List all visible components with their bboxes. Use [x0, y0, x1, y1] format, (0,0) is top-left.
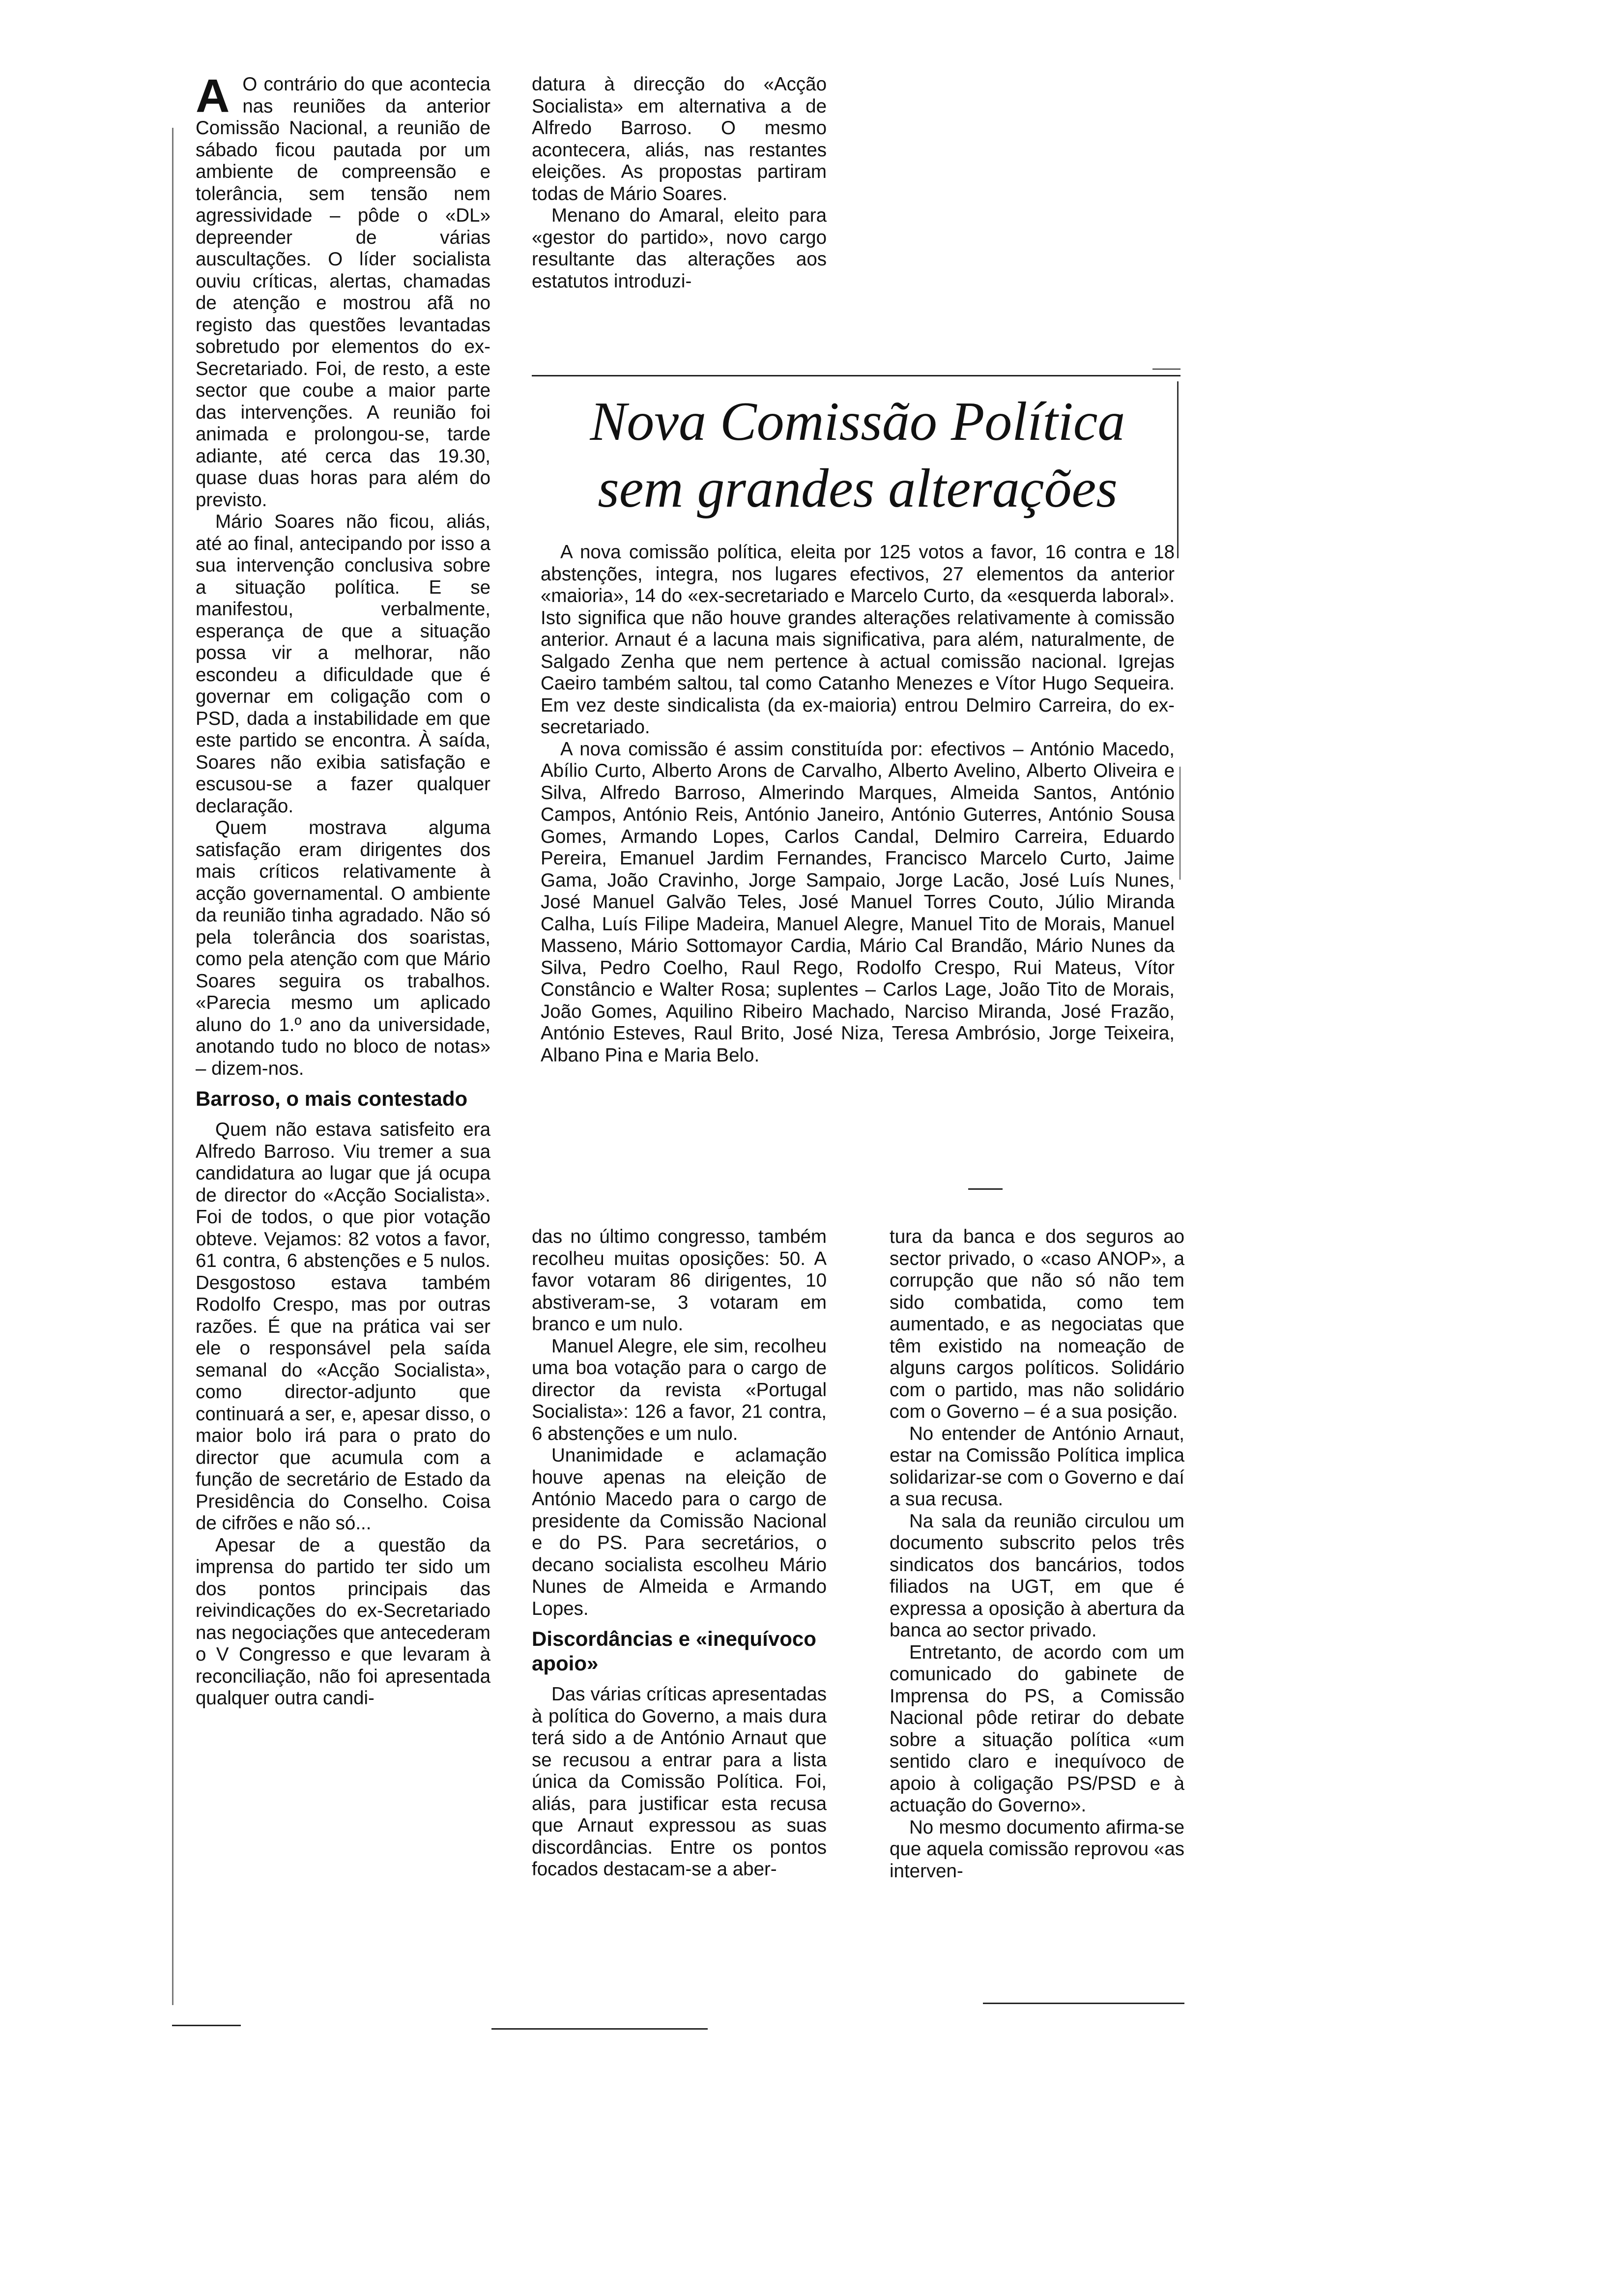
sidebar-box [541, 388, 1175, 1066]
paragraph: No entender de António Arnaut, estar na Comissão Política implica solidarizar-se com o Governo e daí a sua recusa. [890, 1423, 1184, 1510]
bottom-rule [983, 2003, 1184, 2004]
box-top-rule [532, 375, 1180, 376]
article-column-1 [196, 70, 490, 1710]
paragraph: tura da banca e dos seguros ao sector privado, o «caso ANOP», a corrupção que não só não tem sido combatida, como tem aumentado, e as negociatas que têm existido na nomeação de alguns cargos políticos. Solidário com o partido, mas não solidário com o Governo – é a sua posição. [890, 1226, 1184, 1422]
subheading-discordancias: Discordâncias e «inequívoco apoio» [532, 1627, 816, 1675]
paragraph: Mário Soares não ficou, aliás, até ao final, antecipando por isso a sua intervenção conclusiva sobre a situação política. E se manifestou, verbalmente, esperança de que a situação possa vir a melhorar, não escondeu a dificuldade que é governar em coligação com o PSD, dada a instabilidade em que este partido se encontra. À saída, Soares não exibia satisfação e escusou-se a fazer qualquer declaração. [196, 511, 490, 817]
box-paragraph: A nova comissão política, eleita por 125 votos a favor, 16 contra e 18 abstenções, integra, nos lugares efectivos, 27 elementos da anterior «maioria», 14 do «ex-secretariado e Marcelo Curto, da «esquerda laboral». Isto significa que não houve grandes alterações relativamente à comissão anterior. Arnaut é a lacuna mais significativa, para além, naturalmente, de Salgado Zenha que nem pertence à actual comissão nacional. Igrejas Caeiro também saltou, tal como Catanho Menezes e Vítor Hugo Sequeira. Em vez deste sindicalista (da ex-maioria) entrou Delmiro Carreira, do ex-secretariado. [541, 542, 1175, 738]
subheading-barroso: Barroso, o mais contestado [196, 1087, 468, 1110]
headline-line-2: sem grandes alterações [598, 458, 1118, 519]
paragraph: Na sala da reunião circulou um documento subscrito pelos três sindicatos dos bancários, todos filiados na UGT, em que é expressa a oposição à abertura da banca ao sector privado. [890, 1510, 1184, 1641]
paragraph: Manuel Alegre, ele sim, recolheu uma boa votação para o cargo de director da revista «Portugal Socialista»: 126 a favor, 21 contra, 6 abstenções e um nulo. [532, 1335, 827, 1444]
bottom-rule [491, 2028, 708, 2030]
paragraph: Quem não estava satisfeito era Alfredo Barroso. Viu tremer a sua candidatura ao lugar que já ocupa de director do «Acção Socialista». Foi de todos, o que pior votação obteve. Vejamos: 82 votos a favor, 61 contra, 6 abstenções e 5 nulos. Desgostoso estava também Rodolfo Crespo, mas por outras razões. É que na prática vai ser ele o responsável pela saída semanal do «Acção Socialista», como director-adjunto que continuará a ser, e, apesar disso, o maior bolo irá para o prato do director que acumula com a função de secretário de Estado da Presidência do Conselho. Coisa de cifrões e não só... [196, 1119, 490, 1534]
box-right-rule [1177, 381, 1179, 558]
lead-text: O contrário do que acontecia nas reuniões da anterior Comissão Nacional, a reunião de sábado ficou pautada por um ambiente de compreensão e tolerância, sem tensão nem agressividade – pôde o «DL» depreender de várias auscultações. O líder socialista ouviu críticas, alertas, chamadas de atenção e mostrou afã no registo das questões levantadas sobretudo por elementos do ex-Secretariado. Foi, de resto, a este sector que coube a maior parte das intervenções. A reunião foi animada e prolongou-se, tarde adiante, até cerca das 19.30, quase duas horas para além do previsto. [196, 74, 490, 511]
paragraph: Entretanto, de acordo com um comunicado do gabinete de Imprensa do PS, a Comissão Nacional pôde retirar do debate sobre a situação política «um sentido claro e inequívoco de apoio à coligação PS/PSD e à actuação do Governo». [890, 1641, 1184, 1816]
box-top-rule-end [1152, 369, 1180, 370]
paragraph: datura à direcção do «Acção Socialista» em alternativa a de Alfredo Barroso. O mesmo acontecera, aliás, nas restantes eleições. As propostas partiram todas de Mário Soares. [532, 74, 827, 204]
headline-line-1: Nova Comissão Política [590, 391, 1125, 452]
column-rule-left [172, 128, 173, 2005]
paragraph: Das várias críticas apresentadas à política do Governo, a mais dura terá sido a de António Arnaut que se recusou a entrar para a lista única da Comissão Política. Foi, aliás, para justificar esta recusa que Arnaut expressou as suas discordâncias. Entre os pontos focados destacam-se a aber- [532, 1684, 827, 1880]
box-body [541, 542, 1175, 1066]
drop-cap: A [196, 70, 230, 122]
paragraph: Unanimidade e aclamação houve apenas na eleição de António Macedo para o cargo de presidente da Comissão Nacional e do PS. Para secretários, o decano socialista escolheu Mário Nunes de Almeida e Armando Lopes. [532, 1445, 827, 1619]
article-column-4 [890, 1226, 1184, 1882]
paragraph: Apesar de a questão da imprensa do partido ter sido um dos pontos principais das reivindicações do ex-Secretariado nas negociações que antecederam o V Congresso e que levaram à reconciliação, não foi apresentada qualquer outra candi- [196, 1534, 490, 1709]
bottom-rule [172, 2025, 241, 2026]
paragraph: das no último congresso, também recolheu muitas oposições: 50. A favor votaram 86 dirigentes, 10 abstiveram-se, 3 votaram em branco e um nulo. [532, 1226, 827, 1335]
lead-paragraph [196, 70, 490, 511]
box-paragraph: A nova comissão é assim constituída por: efectivos – António Macedo, Abílio Curto, Alberto Arons de Carvalho, Alberto Avelino, Alberto Oliveira e Silva, Alfredo Barroso, Almerindo Marques, Almeida Santos, António Campos, António Reis, António Janeiro, António Guterres, António Sousa Gomes, Armando Lopes, Carlos Candal, Delmiro Carreira, Eduardo Pereira, Emanuel Jardim Fernandes, Francisco Marcelo Curto, Jaime Gama, João Cravinho, Jorge Sampaio, Jorge Lacão, José Luís Nunes, José Manuel Galvão Teles, José Manuel Torres Couto, Júlio Miranda Calha, Luís Filipe Madeira, Manuel Alegre, Manuel Tito de Morais, Manuel Masseno, Mário Sottomayor Cardia, Mário Cal Brandão, Mário Nunes da Silva, Pedro Coelho, Raul Rego, Rodolfo Crespo, Rui Mateus, Vítor Constâncio e Walter Rosa; suplentes – Carlos Lage, João Tito de Morais, João Gomes, Aquilino Ribeiro Machado, Narciso Miranda, José Frazão, António Esteves, Raul Brito, José Niza, Teresa Ambrósio, Jorge Teixeira, Albano Pina e Maria Belo. [541, 738, 1175, 1066]
article-column-2 [532, 74, 827, 292]
box-headline [541, 388, 1175, 522]
box-bottom-rule [968, 1188, 1003, 1190]
article-column-3 [532, 1226, 827, 1881]
paragraph: No mesmo documento afirma-se que aquela comissão reprovou «as interven- [890, 1816, 1184, 1882]
paragraph: Quem mostrava alguma satisfação eram dirigentes dos mais críticos relativamente à acção governamental. O ambiente da reunião tinha agradado. Não só pela tolerância dos soaristas, como pela atenção com que Mário Soares seguira os trabalhos. «Parecia mesmo um aplicado aluno do 1.º ano da universidade, anotando tudo no bloco de notas» – dizem-nos. [196, 817, 490, 1079]
paragraph: Menano do Amaral, eleito para «gestor do partido», novo cargo resultante das alterações aos estatutos introduzi- [532, 205, 827, 292]
